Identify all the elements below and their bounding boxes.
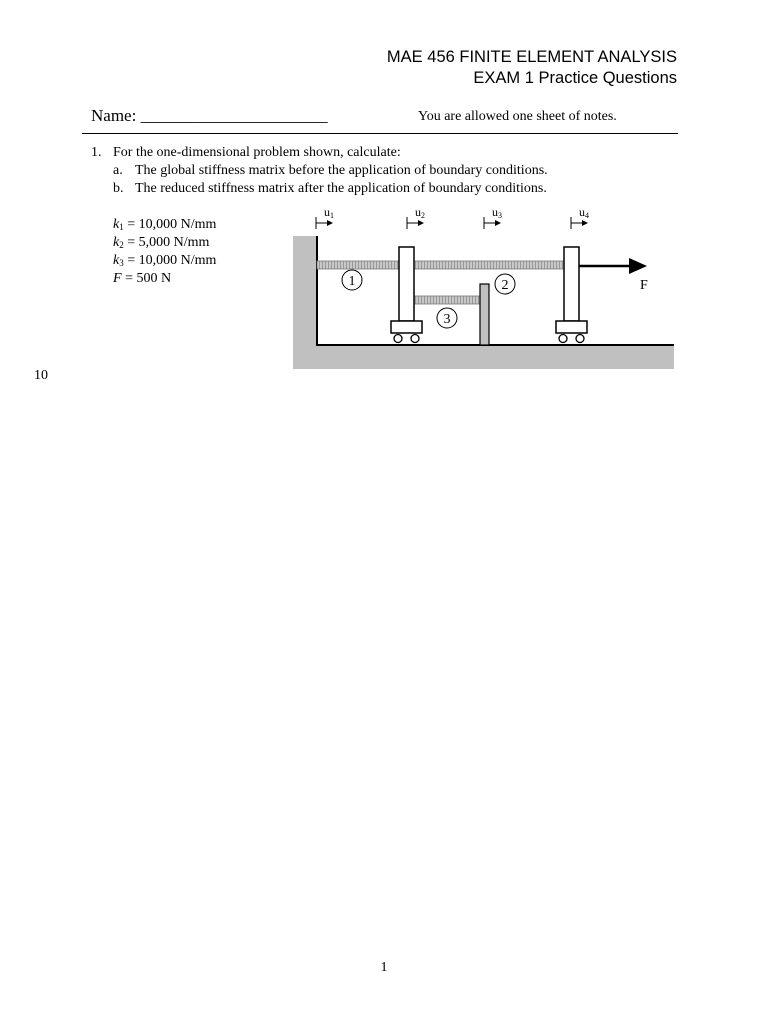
name-field-label: Name: ______________________ (91, 106, 328, 125)
svg-text:1: 1 (348, 274, 356, 289)
displacement-u4 (571, 205, 589, 229)
svg-text:u3: u3 (492, 205, 502, 220)
element-label-1 (342, 270, 362, 290)
spring-element-3 (414, 296, 480, 304)
question-number: 1. (91, 145, 102, 160)
displacement-u1 (316, 205, 334, 229)
course-title: MAE 456 FINITE ELEMENT ANALYSIS (386, 48, 677, 66)
part-a-letter: a. (113, 163, 123, 178)
part-b-letter: b. (113, 181, 124, 196)
spring-element-1 (317, 261, 399, 269)
displacement-u3 (484, 205, 502, 229)
part-a-text: The global stiffness matrix before the application of boundary conditions. (135, 163, 548, 178)
element-label-3 (437, 308, 457, 328)
exam-title: EXAM 1 Practice Questions (473, 69, 677, 87)
given-k2: $k_2 = 5,000$ N/mm (113, 235, 210, 250)
node-3-post (480, 284, 489, 345)
force-arrow (579, 258, 647, 274)
point-value: 10 (34, 368, 48, 383)
notes-allowance: You are allowed one sheet of notes. (418, 109, 617, 124)
svg-text:u4: u4 (579, 205, 589, 220)
svg-text:2: 2 (501, 278, 509, 293)
element-label-2 (495, 274, 515, 294)
given-k1: $k_1 = 10,000$ N/mm (113, 217, 217, 232)
given-force: F = 500 N (113, 271, 172, 286)
spring-system-figure (0, 0, 768, 380)
force-label: F (640, 278, 648, 293)
svg-text:u1: u1 (324, 205, 334, 220)
displacement-u2 (407, 205, 425, 229)
question-prompt: For the one-dimensional problem shown, calculate: (113, 145, 401, 160)
spring-element-2 (414, 261, 564, 269)
svg-text:3: 3 (443, 312, 451, 327)
given-k3: $k_3 = 10,000$ N/mm (113, 253, 217, 268)
svg-text:u2: u2 (415, 205, 425, 220)
page-number: 1 (380, 960, 388, 975)
part-b-text: The reduced stiffness matrix after the application of boundary conditions. (135, 181, 547, 196)
